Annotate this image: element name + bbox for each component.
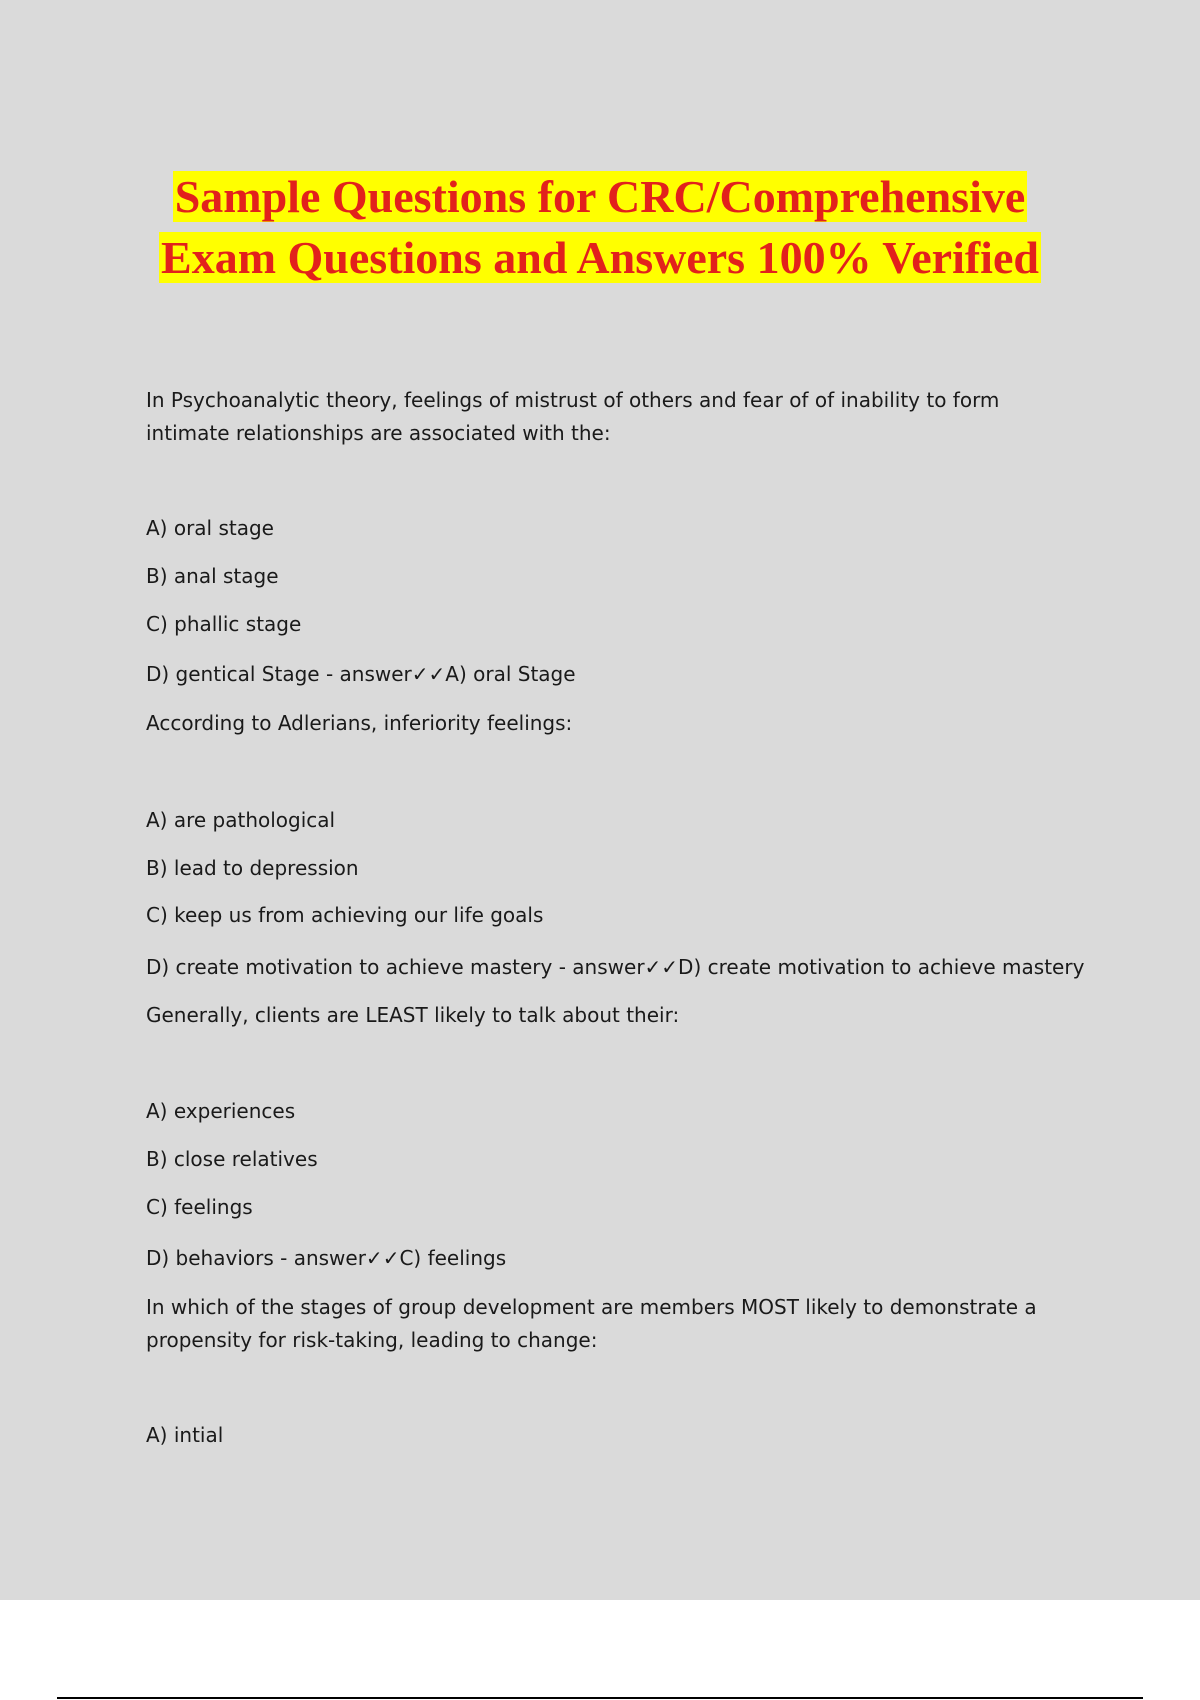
title-line-2: Exam Questions and Answers 100% Verified: [161, 232, 1039, 283]
question-2-option-b: B) lead to depression: [146, 856, 359, 880]
question-4-option-a: A) intial: [146, 1423, 224, 1447]
question-2-option-c: C) keep us from achieving our life goals: [146, 903, 544, 927]
question-1-option-d-answer: D) gentical Stage - answer✓✓A) oral Stage: [146, 662, 576, 686]
question-3-option-c: C) feelings: [146, 1195, 253, 1219]
question-3-option-d-answer: D) behaviors - answer✓✓C) feelings: [146, 1246, 507, 1270]
question-1-option-a: A) oral stage: [146, 516, 274, 540]
question-1-option-b: B) anal stage: [146, 564, 279, 588]
question-3-option-a: A) experiences: [146, 1099, 296, 1123]
question-1-option-c: C) phallic stage: [146, 612, 302, 636]
question-2-option-a: A) are pathological: [146, 808, 336, 832]
question-3-option-b: B) close relatives: [146, 1147, 318, 1171]
question-4-text: In which of the stages of group development are members MOST likely to demonstrate a propensity for risk-taking, leading to change:: [146, 1295, 1037, 1352]
document-title: [0, 166, 1200, 288]
question-3-text: Generally, clients are LEAST likely to talk about their:: [146, 1003, 680, 1027]
question-2-option-d-answer: D) create motivation to achieve mastery - answer✓✓D) create motivation to achieve mastery: [146, 955, 1085, 979]
title-line-1: Sample Questions for CRC/Comprehensive: [174, 171, 1026, 222]
question-2-text: According to Adlerians, inferiority feelings:: [146, 711, 573, 735]
question-1-text: In Psychoanalytic theory, feelings of mistrust of others and fear of of inability to form intimate relationships are associated with the:: [146, 388, 1000, 445]
footer-divider: [57, 1697, 1143, 1699]
